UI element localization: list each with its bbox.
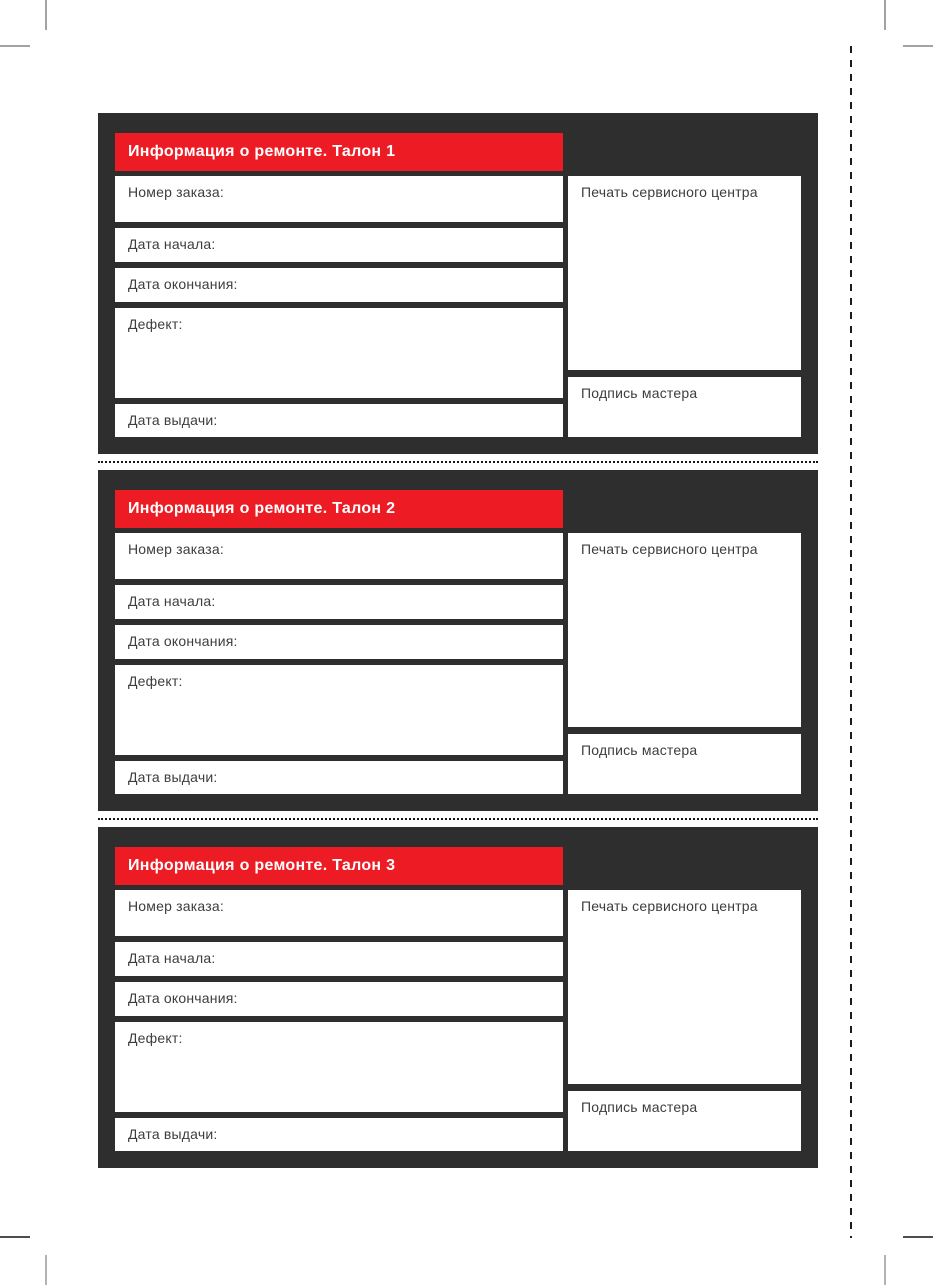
order-number-field: Номер заказа: bbox=[115, 890, 563, 936]
end-date-field: Дата окончания: bbox=[115, 268, 563, 302]
dotted-line bbox=[98, 818, 818, 820]
crop-mark-bottom-left-horizontal bbox=[0, 1236, 30, 1238]
coupon-title: Информация о ремонте. Талон 2 bbox=[128, 500, 396, 517]
crop-mark-bottom-right-horizontal bbox=[903, 1236, 933, 1238]
crop-mark-top-left-horizontal bbox=[0, 45, 30, 47]
service-center-stamp-box: Печать сервисного центра bbox=[568, 890, 801, 1084]
coupon-stamp-column bbox=[568, 533, 801, 794]
crop-mark-bottom-right-vertical bbox=[884, 1255, 886, 1285]
defect-field: Дефект: bbox=[115, 308, 563, 398]
master-signature-box: Подпись мастера bbox=[568, 1091, 801, 1151]
repair-coupon-card-3 bbox=[98, 827, 818, 1168]
start-date-field: Дата начала: bbox=[115, 942, 563, 976]
order-number-field: Номер заказа: bbox=[115, 533, 563, 579]
crop-mark-top-left-vertical bbox=[45, 0, 47, 30]
cut-line-horizontal-1 bbox=[98, 454, 818, 470]
coupon-body bbox=[115, 176, 801, 437]
start-date-field: Дата начала: bbox=[115, 228, 563, 262]
coupon-stamp-column bbox=[568, 176, 801, 437]
issue-date-field: Дата выдачи: bbox=[115, 761, 563, 794]
repair-coupon-card-1 bbox=[98, 113, 818, 454]
coupon-body bbox=[115, 533, 801, 794]
defect-field: Дефект: bbox=[115, 665, 563, 755]
coupon-title: Информация о ремонте. Талон 3 bbox=[128, 857, 396, 874]
cut-line-horizontal-2 bbox=[98, 811, 818, 827]
coupon-stamp-column bbox=[568, 890, 801, 1151]
dotted-line bbox=[98, 461, 818, 463]
end-date-field: Дата окончания: bbox=[115, 982, 563, 1016]
service-center-stamp-box: Печать сервисного центра bbox=[568, 533, 801, 727]
coupon-body bbox=[115, 890, 801, 1151]
coupon-title: Информация о ремонте. Талон 1 bbox=[128, 143, 396, 160]
issue-date-field: Дата выдачи: bbox=[115, 404, 563, 437]
order-number-field: Номер заказа: bbox=[115, 176, 563, 222]
crop-mark-bottom-left-vertical bbox=[45, 1255, 47, 1285]
master-signature-box: Подпись мастера bbox=[568, 377, 801, 437]
crop-mark-top-right-horizontal bbox=[903, 45, 933, 47]
coupon-sheet bbox=[98, 113, 818, 1168]
defect-field: Дефект: bbox=[115, 1022, 563, 1112]
cut-line-vertical bbox=[850, 46, 852, 1238]
crop-mark-top-right-vertical bbox=[884, 0, 886, 30]
coupon-fields-column bbox=[115, 176, 563, 437]
start-date-field: Дата начала: bbox=[115, 585, 563, 619]
issue-date-field: Дата выдачи: bbox=[115, 1118, 563, 1151]
end-date-field: Дата окончания: bbox=[115, 625, 563, 659]
coupon-title-bar bbox=[115, 133, 563, 171]
coupon-title-bar bbox=[115, 847, 563, 885]
coupon-fields-column bbox=[115, 533, 563, 794]
repair-coupon-card-2 bbox=[98, 470, 818, 811]
master-signature-box: Подпись мастера bbox=[568, 734, 801, 794]
service-center-stamp-box: Печать сервисного центра bbox=[568, 176, 801, 370]
coupon-fields-column bbox=[115, 890, 563, 1151]
coupon-title-bar bbox=[115, 490, 563, 528]
